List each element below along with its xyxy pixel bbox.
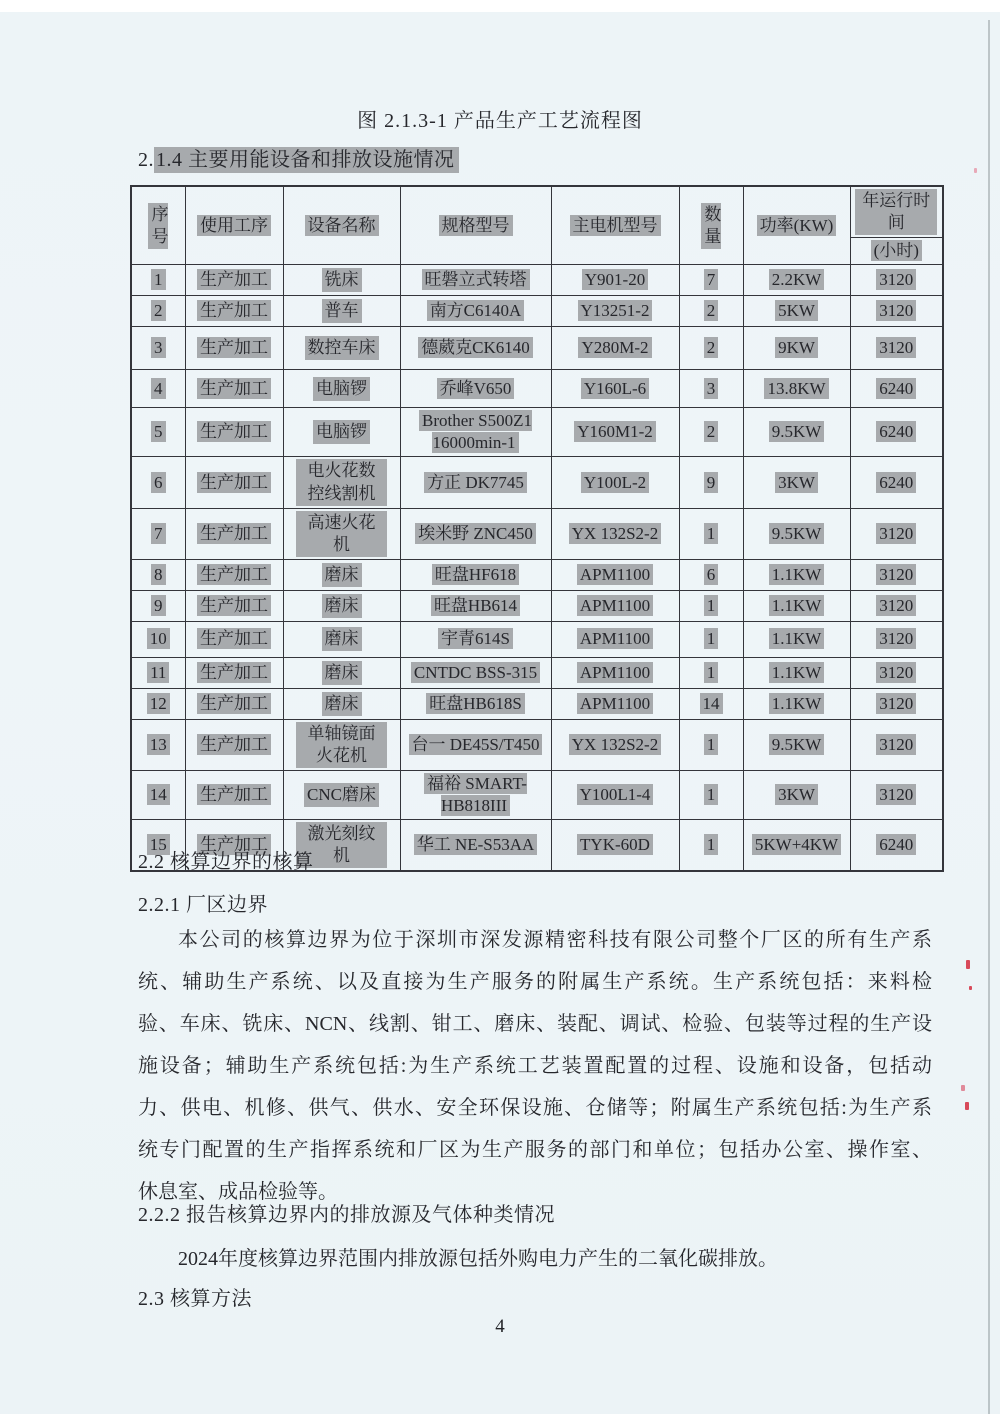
table-cell-spec [400,296,551,327]
cell-value-hours: 6240 [876,834,916,855]
table-cell-hours [850,559,943,590]
cell-value-motor: Y280M-2 [578,337,651,358]
table-cell-power [743,457,850,508]
section-heading-23: 2.3 核算方法 [138,1288,252,1310]
cell-value-device: 磨床 [322,563,362,587]
table-cell-process [185,771,283,820]
table-header-row [131,186,943,238]
table-cell-seq [131,296,185,327]
table-body [131,265,943,872]
cell-value-power: 1.1KW [769,628,825,649]
cell-value-device: 高速火花机 [296,511,386,557]
table-cell-device [283,408,400,457]
table-cell-motor [551,265,679,296]
cell-value-motor: Y160L-6 [581,378,649,399]
table-cell-device [283,296,400,327]
cell-value-power: 2.2KW [769,269,825,290]
table-cell-motor [551,621,679,657]
table-cell-process [185,688,283,719]
table-cell-spec [400,508,551,559]
cell-value-hours: 3120 [876,595,916,616]
table-cell-power [743,265,850,296]
cell-value-power: 9.5KW [769,734,825,755]
table-cell-power [743,621,850,657]
cell-value-seq: 2 [151,300,166,321]
table-cell-process [185,719,283,770]
cell-value-device: 普车 [322,299,362,323]
cell-value-power: 9KW [775,337,818,358]
table-cell-device [283,508,400,559]
table-row [131,559,943,590]
cell-value-seq: 7 [151,523,166,544]
cell-value-power: 3KW [775,784,818,805]
table-cell-power [743,296,850,327]
section-heading-highlighted: 1.4 主要用能设备和排放设施情况 [154,147,459,173]
cell-value-hours: 3120 [876,564,916,585]
paragraph-line: 验、车床、铣床、NCN、线割、钳工、磨床、装配、调试、检验、包装等过程的生产设 [138,1013,932,1035]
table-cell-seq [131,590,185,621]
cell-value-process: 生产加工 [197,628,271,649]
table-cell-process [185,559,283,590]
cell-value-hours: 6240 [876,472,916,493]
table-cell-spec [400,408,551,457]
col-header-spec [400,186,551,265]
cell-value-spec: Brother S500Z1 16000min-1 [419,410,532,453]
table-cell-device [283,688,400,719]
table-cell-power [743,688,850,719]
cell-value-hours: 6240 [876,378,916,399]
table-cell-spec [400,820,551,872]
table-cell-hours [850,771,943,820]
cell-value-qty: 1 [704,628,719,649]
cell-value-device: CNC磨床 [304,783,379,807]
cell-value-qty: 9 [704,472,719,493]
cell-value-qty: 1 [704,784,719,805]
cell-value-spec: 华工 NE-S53AA [414,834,538,855]
table-cell-spec [400,771,551,820]
section-heading-222: 2.2.2 报告核算边界内的排放源及气体种类情况 [138,1204,555,1226]
cell-value-seq: 1 [151,269,166,290]
cell-value-hours: 3120 [876,662,916,683]
cell-value-motor: Y100L1-4 [577,784,654,805]
cell-value-spec: 南方C6140A [427,300,525,321]
col-header-motor-label: 主电机型号 [570,215,661,236]
cell-value-device: 磨床 [322,594,362,618]
cell-value-spec: 埃米野 ZNC450 [415,523,536,544]
table-row [131,621,943,657]
table-cell-motor [551,457,679,508]
table-cell-power [743,657,850,688]
cell-value-motor: YX 132S2-2 [569,734,661,755]
cell-value-process: 生产加工 [197,300,271,321]
cell-value-device: 数控车床 [305,336,379,360]
table-cell-qty [679,719,743,770]
table-cell-hours [850,508,943,559]
cell-value-device: 单轴镜面火花机 [296,722,386,768]
cell-value-spec: 旺盘HB618S [426,693,525,714]
cell-value-motor: APM1100 [577,662,653,683]
table-cell-process [185,408,283,457]
col-header-process [185,186,283,265]
paragraph-line: 力、供电、机修、供气、供水、安全环保设施、仓储等；附属生产系统包括:为生产系 [138,1097,932,1119]
table-cell-qty [679,508,743,559]
scan-edge-line [988,20,990,1414]
scan-speck [965,1102,969,1110]
table-row [131,370,943,408]
paragraph-line: 统、辅助生产系统、以及直接为生产服务的附属生产系统。生产系统包括：来料检 [138,971,932,993]
cell-value-qty: 7 [704,269,719,290]
cell-value-power: 5KW [775,300,818,321]
table-cell-hours [850,408,943,457]
table-cell-process [185,657,283,688]
table-cell-seq [131,265,185,296]
table-cell-hours [850,657,943,688]
cell-value-qty: 14 [700,693,723,714]
cell-value-qty: 1 [704,595,719,616]
cell-value-motor: YX 132S2-2 [569,523,661,544]
col-header-power [743,186,850,265]
cell-value-spec: 乔峰V650 [437,378,515,399]
table-cell-device [283,265,400,296]
table-cell-qty [679,296,743,327]
cell-value-power: 5KW+4KW [752,834,841,855]
table-cell-spec [400,657,551,688]
table-cell-process [185,296,283,327]
table-cell-power [743,719,850,770]
table-cell-motor [551,296,679,327]
cell-value-device: 激光刻纹机 [296,822,386,868]
cell-value-device: 磨床 [322,627,362,651]
cell-value-qty: 2 [704,300,719,321]
cell-value-device: 电火花数控线割机 [296,459,386,505]
cell-value-device: 电脑锣 [313,377,370,401]
section-heading-22: 2.2 核算边界的核算 [138,851,314,873]
cell-value-hours: 3120 [876,734,916,755]
table-cell-power [743,559,850,590]
table-cell-hours [850,457,943,508]
table-cell-device [283,621,400,657]
table-cell-device [283,370,400,408]
table-cell-power [743,508,850,559]
table-cell-process [185,590,283,621]
table-cell-hours [850,719,943,770]
col-header-qty [679,186,743,265]
cell-value-device: 磨床 [322,692,362,716]
table-cell-hours [850,621,943,657]
cell-value-power: 1.1KW [769,564,825,585]
table-cell-seq [131,621,185,657]
table-row [131,327,943,370]
col-header-hours-unit-label: (小时) [871,240,922,261]
table-cell-qty [679,265,743,296]
table-cell-device [283,590,400,621]
table-cell-motor [551,370,679,408]
cell-value-motor: Y100L-2 [581,472,649,493]
table-cell-hours [850,327,943,370]
cell-value-process: 生产加工 [197,337,271,358]
table-cell-device [283,771,400,820]
paragraph-line: 施设备；辅助生产系统包括:为生产系统工艺装置配置的过程、设施和设备，包括动 [138,1055,932,1077]
scan-speck [969,986,972,990]
table-cell-qty [679,771,743,820]
table-cell-qty [679,657,743,688]
cell-value-hours: 3120 [876,337,916,358]
cell-value-power: 13.8KW [764,378,828,399]
table-cell-hours [850,265,943,296]
cell-value-seq: 13 [147,734,170,755]
table-cell-process [185,621,283,657]
cell-value-hours: 6240 [876,421,916,442]
cell-value-seq: 11 [147,662,169,683]
col-header-seq-label: 序号 [148,203,168,249]
scan-speck [961,1085,965,1091]
cell-value-process: 生产加工 [197,662,271,683]
cell-value-spec: 旺盘HF618 [432,564,519,585]
table-cell-hours [850,296,943,327]
table-cell-process [185,327,283,370]
col-header-spec-label: 规格型号 [439,215,513,236]
cell-value-device: 磨床 [322,661,362,685]
table-cell-spec [400,457,551,508]
cell-value-power: 9.5KW [769,523,825,544]
cell-value-motor: APM1100 [577,628,653,649]
col-header-device [283,186,400,265]
boundary-paragraph [138,919,932,1213]
table-row [131,771,943,820]
table-cell-power [743,771,850,820]
cell-value-qty: 1 [704,662,719,683]
table-cell-motor [551,559,679,590]
cell-value-motor: Y160M1-2 [574,421,656,442]
col-header-hours-label: 年运行时间 [855,189,937,235]
cell-value-hours: 3120 [876,523,916,544]
table-row [131,590,943,621]
cell-value-qty: 2 [704,337,719,358]
cell-value-qty: 1 [704,834,719,855]
section-heading-221: 2.2.1 厂区边界 [138,894,268,916]
cell-value-hours: 3120 [876,784,916,805]
table-cell-qty [679,590,743,621]
table-cell-qty [679,820,743,872]
cell-value-process: 生产加工 [197,834,271,855]
col-header-power-label: 功率(KW) [757,215,837,236]
table-cell-process [185,370,283,408]
table-row [131,719,943,770]
table-cell-power [743,408,850,457]
col-header-hours-unit [850,238,943,265]
equipment-table [130,185,944,872]
table-cell-spec [400,590,551,621]
table-cell-seq [131,657,185,688]
cell-value-power: 9.5KW [769,421,825,442]
table-cell-motor [551,590,679,621]
cell-value-hours: 3120 [876,300,916,321]
cell-value-process: 生产加工 [197,734,271,755]
cell-value-motor: APM1100 [577,693,653,714]
cell-value-motor: Y901-20 [582,269,648,290]
paragraph-line: 休息室、成品检验等。 [138,1181,338,1203]
cell-value-device: 电脑锣 [313,420,370,444]
table-cell-qty [679,688,743,719]
table-row [131,457,943,508]
cell-value-motor: APM1100 [577,595,653,616]
table-cell-motor [551,327,679,370]
table-cell-motor [551,719,679,770]
cell-value-motor: TYK-60D [577,834,653,855]
table-cell-spec [400,327,551,370]
table-cell-process [185,457,283,508]
cell-value-process: 生产加工 [197,269,271,290]
cell-value-seq: 5 [151,421,166,442]
cell-value-seq: 14 [147,784,170,805]
cell-value-seq: 4 [151,378,166,399]
col-header-motor [551,186,679,265]
table-cell-seq [131,408,185,457]
cell-value-power: 1.1KW [769,595,825,616]
table-cell-power [743,327,850,370]
paragraph-line: 本公司的核算边界为位于深圳市深发源精密科技有限公司整个厂区的所有生产系 [178,929,932,951]
table-cell-motor [551,771,679,820]
table-cell-seq [131,457,185,508]
table-cell-qty [679,370,743,408]
table-row [131,688,943,719]
table-cell-power [743,590,850,621]
cell-value-seq: 9 [151,595,166,616]
table-cell-power [743,370,850,408]
table-header [131,186,943,265]
table-cell-hours [850,820,943,872]
cell-value-power: 3KW [775,472,818,493]
table-cell-seq [131,559,185,590]
cell-value-seq: 8 [151,564,166,585]
col-header-hours [850,186,943,238]
table-cell-motor [551,408,679,457]
cell-value-qty: 1 [704,523,719,544]
table-cell-device [283,327,400,370]
table-row [131,408,943,457]
table-cell-device [283,457,400,508]
table-cell-device [283,657,400,688]
cell-value-spec: 德葳克CK6140 [418,337,533,358]
table-cell-power [743,820,850,872]
cell-value-process: 生产加工 [197,378,271,399]
cell-value-power: 1.1KW [769,662,825,683]
cell-value-seq: 12 [147,693,170,714]
cell-value-process: 生产加工 [197,472,271,493]
cell-value-seq: 3 [151,337,166,358]
table-cell-motor [551,508,679,559]
col-header-device-label: 设备名称 [305,215,379,236]
table-cell-hours [850,370,943,408]
col-header-seq [131,186,185,265]
table-cell-seq [131,327,185,370]
page-number: 4 [495,1316,505,1337]
figure-caption: 图 2.1.3-1 产品生产工艺流程图 [357,110,643,132]
scan-speck [966,960,970,969]
cell-value-seq: 15 [147,834,170,855]
cell-value-seq: 10 [147,628,170,649]
table-cell-seq [131,688,185,719]
table-cell-process [185,508,283,559]
cell-value-hours: 3120 [876,269,916,290]
cell-value-qty: 2 [704,421,719,442]
table-cell-qty [679,621,743,657]
table-cell-motor [551,820,679,872]
col-header-qty-label: 数量 [701,203,721,249]
table-row [131,296,943,327]
scan-speck [974,168,977,173]
cell-value-seq: 6 [151,472,166,493]
col-header-process-label: 使用工序 [197,215,271,236]
cell-value-process: 生产加工 [197,595,271,616]
paragraph-line: 统专门配置的生产指挥系统和厂区为生产服务的部门和单位；包括办公室、操作室、 [138,1139,932,1161]
table-cell-spec [400,559,551,590]
cell-value-qty: 6 [704,564,719,585]
table-cell-device [283,559,400,590]
table-cell-spec [400,719,551,770]
cell-value-motor: APM1100 [577,564,653,585]
table-row [131,265,943,296]
table-cell-process [185,265,283,296]
table-cell-seq [131,719,185,770]
table-cell-motor [551,688,679,719]
table-row [131,657,943,688]
cell-value-process: 生产加工 [197,523,271,544]
table-cell-spec [400,688,551,719]
cell-value-spec: 方正 DK7745 [424,472,527,493]
table-cell-qty [679,559,743,590]
cell-value-process: 生产加工 [197,421,271,442]
table-cell-qty [679,457,743,508]
section-heading-prefix: 2. [138,149,154,171]
table-cell-seq [131,370,185,408]
table-cell-spec [400,265,551,296]
table-cell-seq [131,508,185,559]
table-cell-hours [850,590,943,621]
cell-value-hours: 3120 [876,628,916,649]
table-cell-spec [400,621,551,657]
table-cell-spec [400,370,551,408]
cell-value-spec: 福裕 SMART-HB818III [424,773,527,816]
cell-value-process: 生产加工 [197,784,271,805]
cell-value-qty: 1 [704,734,719,755]
table-row [131,508,943,559]
cell-value-spec: 台一 DE45S/T450 [409,734,543,755]
cell-value-spec: 旺磐立式转塔 [422,269,530,290]
table-cell-device [283,719,400,770]
table-cell-qty [679,327,743,370]
cell-value-spec: 旺盘HB614 [431,595,520,616]
emission-paragraph: 2024年度核算边界范围内排放源包括外购电力产生的二氧化碳排放。 [178,1248,778,1270]
table-cell-hours [850,688,943,719]
section-heading-214 [138,143,459,172]
cell-value-process: 生产加工 [197,564,271,585]
cell-value-qty: 3 [704,378,719,399]
cell-value-device: 铣床 [322,268,362,292]
cell-value-process: 生产加工 [197,693,271,714]
table-cell-qty [679,408,743,457]
cell-value-spec: 宇青614S [438,628,513,649]
cell-value-hours: 3120 [876,693,916,714]
cell-value-motor: Y13251-2 [578,300,653,321]
table-cell-seq [131,771,185,820]
table-cell-motor [551,657,679,688]
cell-value-power: 1.1KW [769,693,825,714]
cell-value-spec: CNTDC BSS-315 [411,662,540,683]
